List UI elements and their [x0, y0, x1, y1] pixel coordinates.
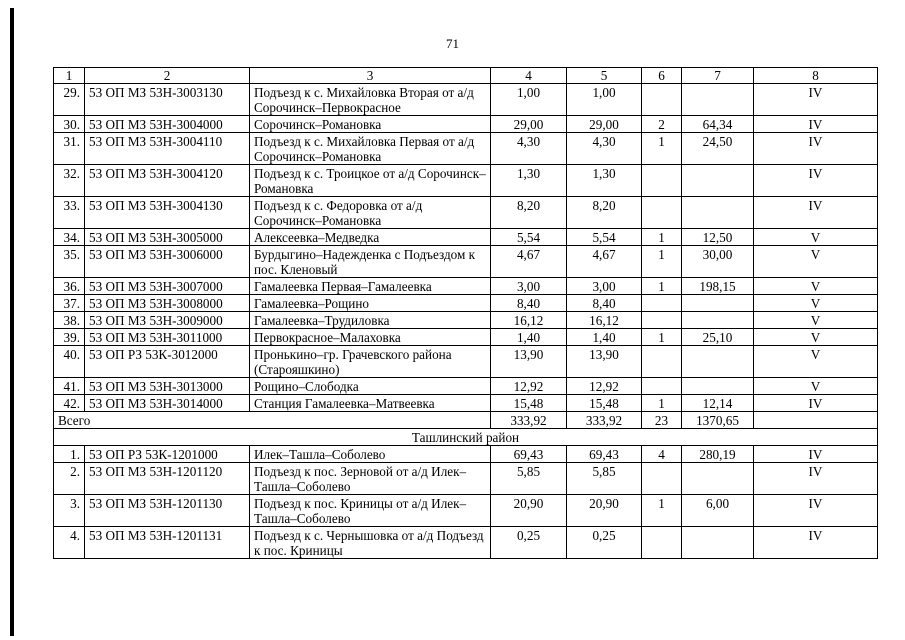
road-id-cell: 53 ОП МЗ 53Н-1201131 [85, 527, 250, 559]
category-cell: V [754, 312, 878, 329]
measure-cell: 25,10 [682, 329, 754, 346]
length-cell: 0,25 [491, 527, 567, 559]
table-row [54, 197, 878, 229]
measure-cell: 280,19 [682, 446, 754, 463]
road-id-cell: 53 ОП МЗ 53Н-3011000 [85, 329, 250, 346]
measure-cell [682, 463, 754, 495]
total-label: Всего [54, 412, 491, 429]
length-cell: 5,85 [567, 463, 642, 495]
row-number: 37. [54, 295, 85, 312]
table-row [54, 295, 878, 312]
road-name-cell: Подъезд к пос. Криницы от а/д Илек–Ташла–Соболево [250, 495, 491, 527]
length-cell: 5,54 [491, 229, 567, 246]
road-id-cell: 53 ОП МЗ 53Н-3005000 [85, 229, 250, 246]
length-cell: 4,30 [491, 133, 567, 165]
road-name-cell: Подъезд к с. Михайловка Вторая от а/д Сорочинск–Первокрасное [250, 84, 491, 116]
length-cell: 15,48 [567, 395, 642, 412]
length-cell: 29,00 [491, 116, 567, 133]
measure-cell [682, 197, 754, 229]
category-cell: IV [754, 395, 878, 412]
length-cell: 20,90 [567, 495, 642, 527]
measure-cell: 12,14 [682, 395, 754, 412]
column-header: 1 [54, 68, 85, 84]
category-cell: V [754, 278, 878, 295]
length-cell: 12,92 [491, 378, 567, 395]
category-cell: IV [754, 116, 878, 133]
length-cell: 16,12 [567, 312, 642, 329]
length-cell: 8,40 [567, 295, 642, 312]
row-number: 30. [54, 116, 85, 133]
roads-table [53, 67, 878, 559]
table-row [54, 246, 878, 278]
road-id-cell: 53 ОП МЗ 53Н-3007000 [85, 278, 250, 295]
road-name-cell: Гамалеевка–Рощино [250, 295, 491, 312]
length-cell: 0,25 [567, 527, 642, 559]
row-number: 40. [54, 346, 85, 378]
road-id-cell: 53 ОП МЗ 53Н-1201130 [85, 495, 250, 527]
row-number: 31. [54, 133, 85, 165]
row-number: 35. [54, 246, 85, 278]
length-cell: 3,00 [567, 278, 642, 295]
measure-cell: 6,00 [682, 495, 754, 527]
road-id-cell: 53 ОП РЗ 53К-3012000 [85, 346, 250, 378]
row-number: 39. [54, 329, 85, 346]
road-id-cell: 53 ОП МЗ 53Н-3004130 [85, 197, 250, 229]
count-cell: 1 [642, 278, 682, 295]
length-cell: 8,40 [491, 295, 567, 312]
row-number: 34. [54, 229, 85, 246]
measure-cell [682, 346, 754, 378]
count-cell [642, 312, 682, 329]
length-cell: 16,12 [491, 312, 567, 329]
table-row [54, 527, 878, 559]
length-cell: 8,20 [491, 197, 567, 229]
measure-cell [682, 527, 754, 559]
length-cell: 69,43 [567, 446, 642, 463]
count-cell: 1 [642, 246, 682, 278]
column-header: 8 [754, 68, 878, 84]
length-cell: 15,48 [491, 395, 567, 412]
road-name-cell: Пронькино–гр. Грачевского района (Старояшкино) [250, 346, 491, 378]
row-number: 38. [54, 312, 85, 329]
road-name-cell: Сорочинск–Романовка [250, 116, 491, 133]
length-cell: 8,20 [567, 197, 642, 229]
table-row [54, 116, 878, 133]
length-cell: 1,00 [567, 84, 642, 116]
length-cell: 69,43 [491, 446, 567, 463]
row-number: 1. [54, 446, 85, 463]
measure-cell [682, 295, 754, 312]
row-number: 42. [54, 395, 85, 412]
road-id-cell: 53 ОП РЗ 53К-1201000 [85, 446, 250, 463]
count-cell [642, 527, 682, 559]
measure-cell [682, 165, 754, 197]
road-name-cell: Гамалеевка Первая–Гамалеевка [250, 278, 491, 295]
road-name-cell: Гамалеевка–Трудиловка [250, 312, 491, 329]
road-id-cell: 53 ОП МЗ 53Н-3004120 [85, 165, 250, 197]
total-row [54, 412, 878, 429]
length-cell: 1,40 [567, 329, 642, 346]
count-cell [642, 346, 682, 378]
category-cell: V [754, 346, 878, 378]
length-cell: 3,00 [491, 278, 567, 295]
road-name-cell: Подъезд к с. Федоровка от а/д Сорочинск–Романовка [250, 197, 491, 229]
length-cell: 1,00 [491, 84, 567, 116]
road-id-cell: 53 ОП МЗ 53Н-3004110 [85, 133, 250, 165]
road-name-cell: Подъезд к с. Михайловка Первая от а/д Сорочинск–Романовка [250, 133, 491, 165]
road-name-cell: Алексеевка–Медведка [250, 229, 491, 246]
road-id-cell: 53 ОП МЗ 53Н-1201120 [85, 463, 250, 495]
table-row [54, 463, 878, 495]
count-cell [642, 378, 682, 395]
column-header: 4 [491, 68, 567, 84]
empty-cell [754, 412, 878, 429]
road-id-cell: 53 ОП МЗ 53Н-3014000 [85, 395, 250, 412]
category-cell: V [754, 246, 878, 278]
road-name-cell: Подъезд к с. Чернышовка от а/д Подъезд к пос. Криницы [250, 527, 491, 559]
column-header: 6 [642, 68, 682, 84]
length-cell: 4,67 [491, 246, 567, 278]
row-number: 36. [54, 278, 85, 295]
count-cell: 1 [642, 133, 682, 165]
count-cell [642, 463, 682, 495]
row-number: 3. [54, 495, 85, 527]
length-cell: 4,67 [567, 246, 642, 278]
count-cell [642, 197, 682, 229]
length-cell: 20,90 [491, 495, 567, 527]
measure-cell [682, 312, 754, 329]
table-row [54, 278, 878, 295]
page-left-edge-bar [10, 8, 14, 636]
length-cell: 5,54 [567, 229, 642, 246]
column-header: 2 [85, 68, 250, 84]
road-name-cell: Бурдыгино–Надежденка с Подъездом к пос. Кленовый [250, 246, 491, 278]
measure-cell: 64,34 [682, 116, 754, 133]
road-id-cell: 53 ОП МЗ 53Н-3004000 [85, 116, 250, 133]
row-number: 33. [54, 197, 85, 229]
measure-cell: 198,15 [682, 278, 754, 295]
road-name-cell: Подъезд к пос. Зерновой от а/д Илек– Ташла–Соболево [250, 463, 491, 495]
total-count-cell: 23 [642, 412, 682, 429]
table-row [54, 395, 878, 412]
category-cell: IV [754, 527, 878, 559]
measure-cell: 30,00 [682, 246, 754, 278]
category-cell: V [754, 295, 878, 312]
length-cell: 29,00 [567, 116, 642, 133]
length-cell: 1,30 [491, 165, 567, 197]
road-id-cell: 53 ОП МЗ 53Н-3013000 [85, 378, 250, 395]
category-cell: V [754, 378, 878, 395]
count-cell: 1 [642, 395, 682, 412]
count-cell [642, 165, 682, 197]
table-row [54, 378, 878, 395]
table-row [54, 329, 878, 346]
table-row [54, 133, 878, 165]
column-header: 7 [682, 68, 754, 84]
length-cell: 13,90 [567, 346, 642, 378]
road-name-cell: Илек–Ташла–Соболево [250, 446, 491, 463]
count-cell: 1 [642, 495, 682, 527]
count-cell [642, 84, 682, 116]
road-name-cell: Станция Гамалеевка–Матвеевка [250, 395, 491, 412]
length-cell: 12,92 [567, 378, 642, 395]
category-cell: V [754, 329, 878, 346]
category-cell: IV [754, 446, 878, 463]
total-length-cell: 333,92 [491, 412, 567, 429]
measure-cell: 12,50 [682, 229, 754, 246]
measure-cell [682, 84, 754, 116]
measure-cell [682, 378, 754, 395]
road-id-cell: 53 ОП МЗ 53Н-3009000 [85, 312, 250, 329]
road-name-cell: Рощино–Слободка [250, 378, 491, 395]
count-cell: 4 [642, 446, 682, 463]
length-cell: 1,40 [491, 329, 567, 346]
section-title: Ташлинский район [54, 429, 878, 446]
table-row [54, 84, 878, 116]
count-cell: 1 [642, 229, 682, 246]
road-id-cell: 53 ОП МЗ 53Н-3003130 [85, 84, 250, 116]
row-number: 4. [54, 527, 85, 559]
table-row [54, 495, 878, 527]
length-cell: 1,30 [567, 165, 642, 197]
table-row [54, 446, 878, 463]
category-cell: V [754, 229, 878, 246]
row-number: 41. [54, 378, 85, 395]
count-cell: 1 [642, 329, 682, 346]
count-cell: 2 [642, 116, 682, 133]
row-number: 29. [54, 84, 85, 116]
road-id-cell: 53 ОП МЗ 53Н-3008000 [85, 295, 250, 312]
total-measure-cell: 1370,65 [682, 412, 754, 429]
column-header: 3 [250, 68, 491, 84]
table-header-row [54, 68, 878, 84]
road-name-cell: Подъезд к с. Троицкое от а/д Сорочинск–Романовка [250, 165, 491, 197]
category-cell: IV [754, 165, 878, 197]
measure-cell: 24,50 [682, 133, 754, 165]
length-cell: 13,90 [491, 346, 567, 378]
category-cell: IV [754, 133, 878, 165]
category-cell: IV [754, 463, 878, 495]
table-row [54, 165, 878, 197]
road-name-cell: Первокрасное–Малаховка [250, 329, 491, 346]
road-id-cell: 53 ОП МЗ 53Н-3006000 [85, 246, 250, 278]
table-row [54, 229, 878, 246]
table-body [54, 68, 878, 559]
page-number: 71 [446, 36, 459, 51]
length-cell: 4,30 [567, 133, 642, 165]
table-row [54, 312, 878, 329]
count-cell [642, 295, 682, 312]
length-cell: 5,85 [491, 463, 567, 495]
category-cell: IV [754, 197, 878, 229]
row-number: 2. [54, 463, 85, 495]
category-cell: IV [754, 84, 878, 116]
row-number: 32. [54, 165, 85, 197]
table-row [54, 346, 878, 378]
category-cell: IV [754, 495, 878, 527]
section-row [54, 429, 878, 446]
total-length-cell: 333,92 [567, 412, 642, 429]
column-header: 5 [567, 68, 642, 84]
